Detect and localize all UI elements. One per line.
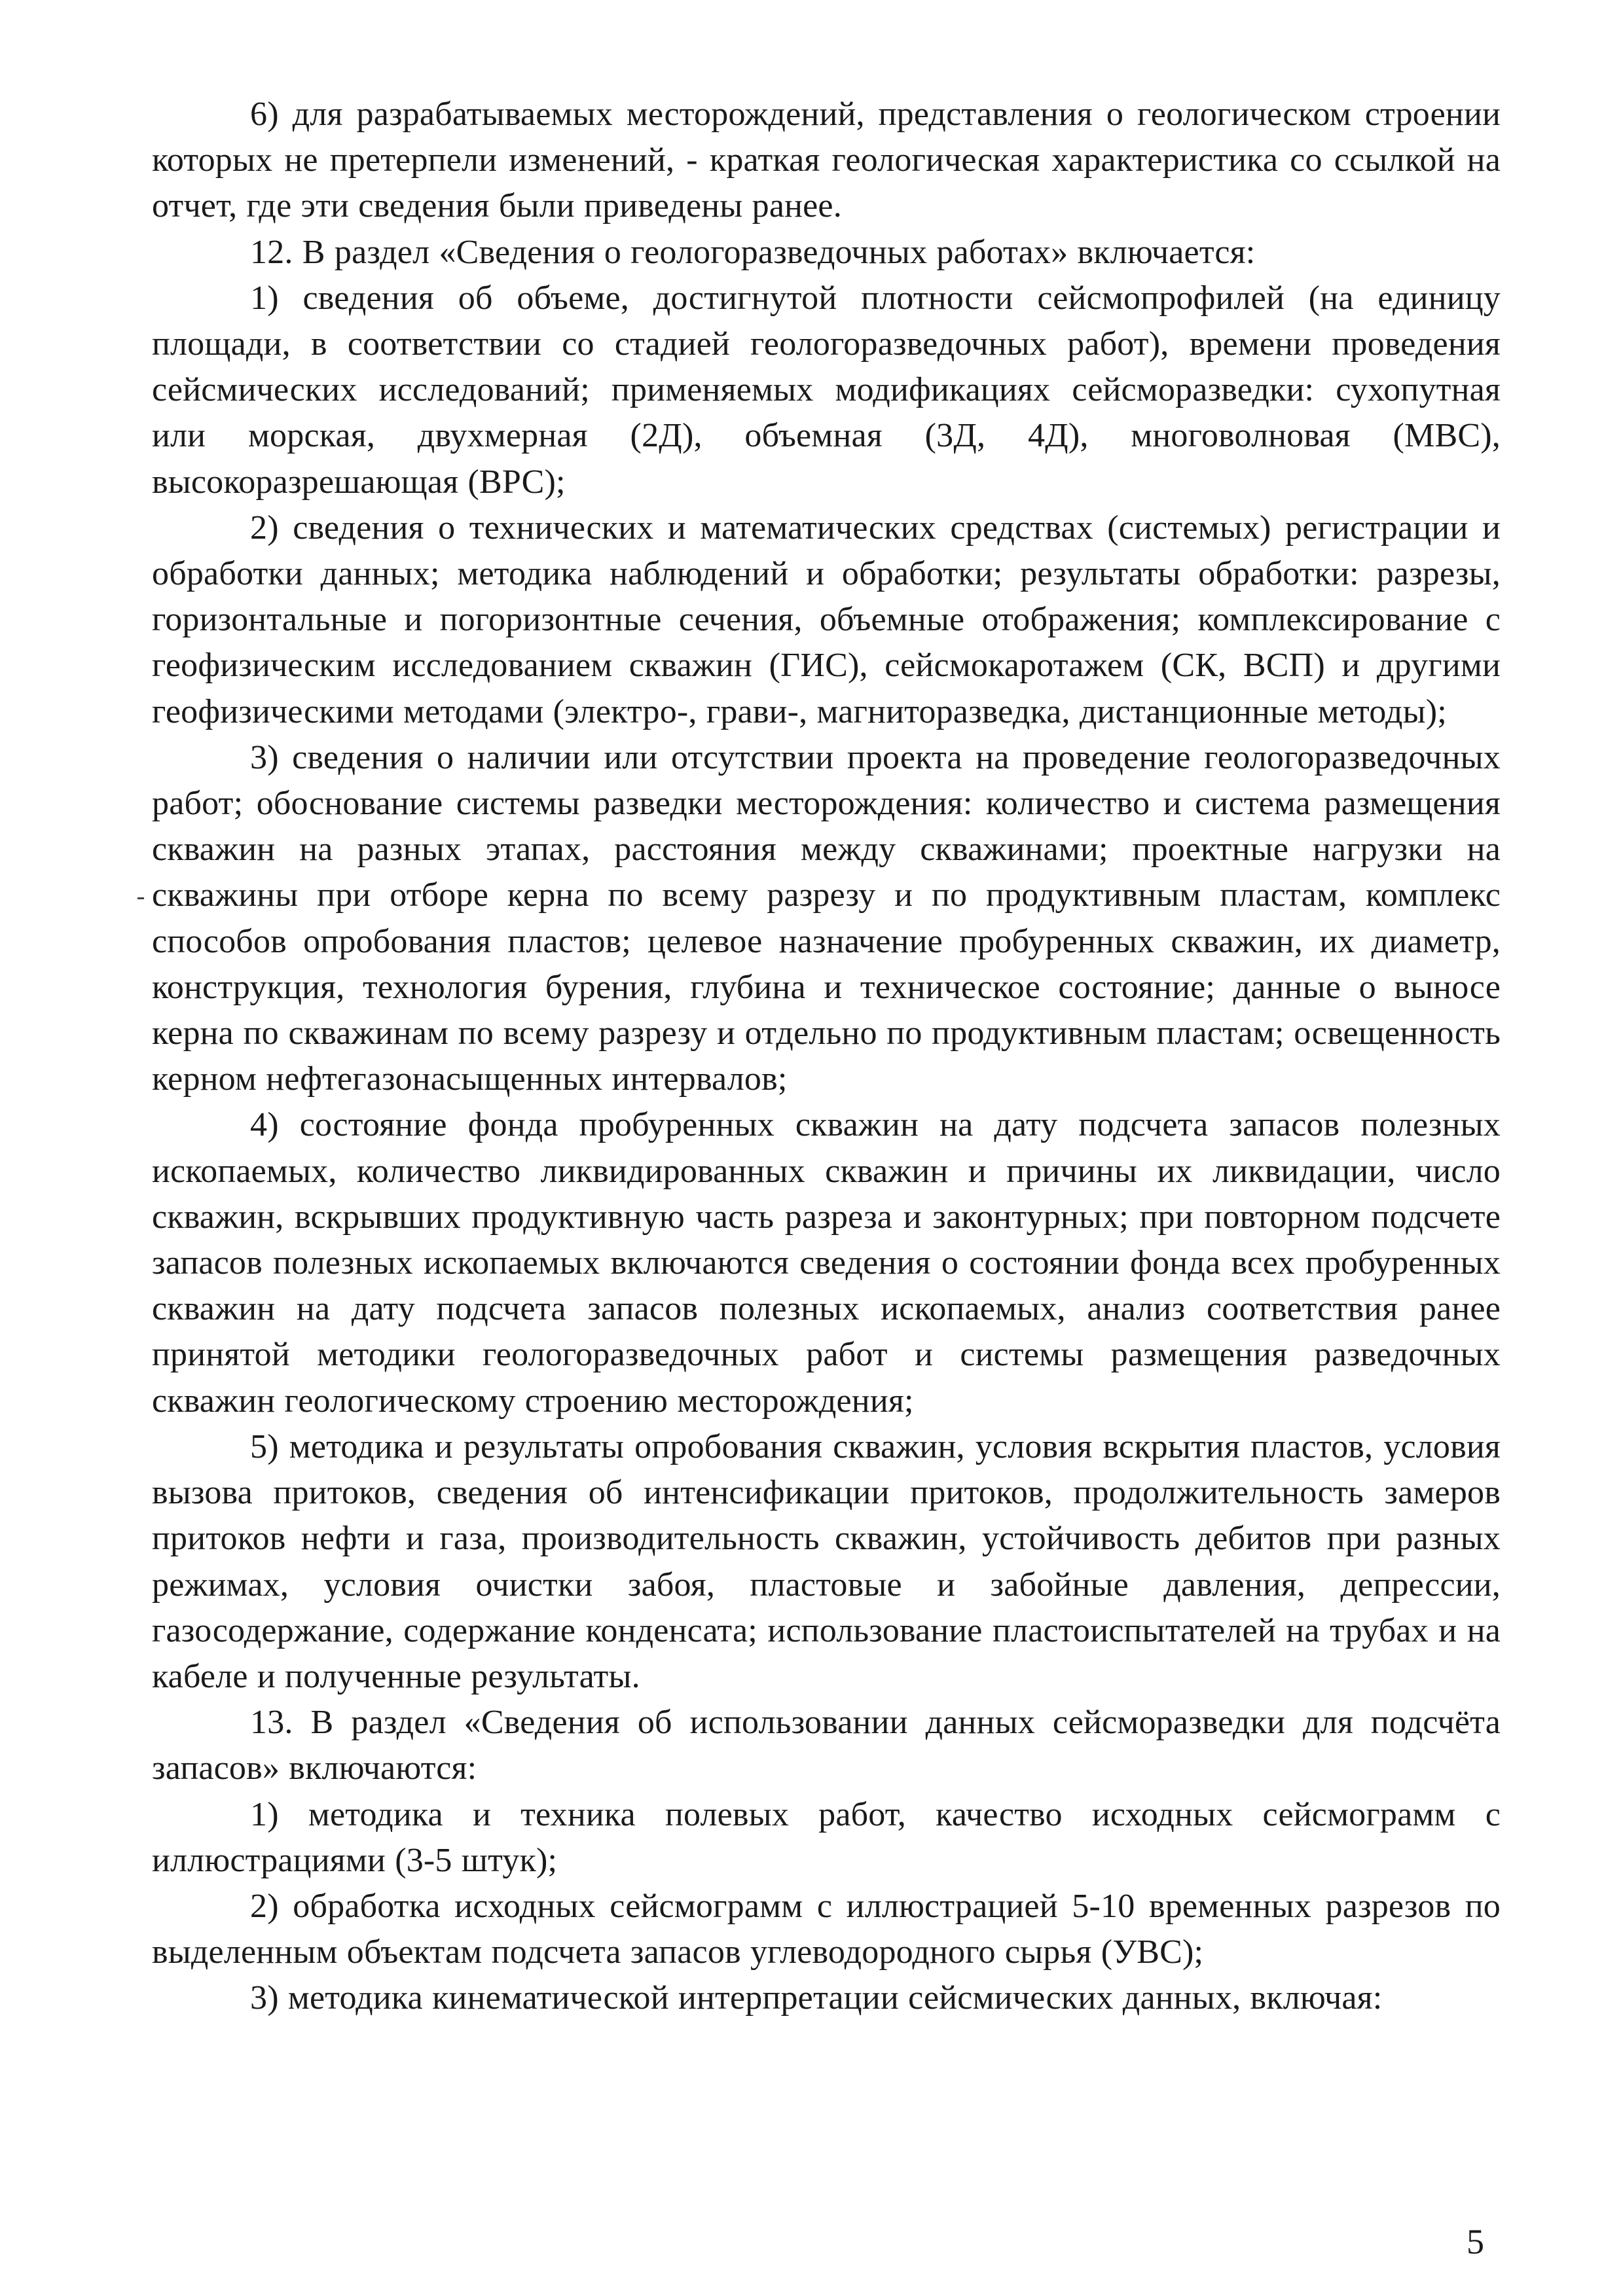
paragraph-12-item-1: 1) сведения об объеме, достигнутой плотности сейсмопрофилей (на единицу площади, в соответствии со стадией геологоразведочных работ), времени проведения сейсмических исследований; применяемых модификациях сейсморазведки: сухопутная или морская, двухмерная (2Д), объемная (3Д, 4Д), многоволновая (МВС), высокоразрешающая (ВРС); [152,279,1501,501]
paragraph-13-item-3: 3) методика кинематической интерпретации сейсмических данных, включая: [250,1979,1383,2017]
page-number: 5 [1467,2222,1484,2261]
paragraph-section-12-heading: 12. В раздел «Сведения о геологоразведочных работах» включается: [250,233,1256,271]
paragraph-12-item-4: 4) состояние фонда пробуренных скважин на дату подсчета запасов полезных ископаемых, количество ликвидированных скважин и причины их ликвидации, число скважин, вскрывших продуктивную часть разреза и законтурных; при повторном подсчете запасов полезных ископаемых включаются сведения о состоянии фонда всех пробуренных скважин на дату подсчета запасов полезных ископаемых, анализ соответствия ранее принятой методики геологоразведочных работ и системы размещения разведочных скважин геологическому строению месторождения; [152,1106,1501,1420]
paragraph-12-item-5: 5) методика и результаты опробования скважин, условия вскрытия пластов, условия вызова притоков, сведения об интенсификации притоков, продолжительность замеров притоков нефти и газа, производительность скважин, устойчивость дебитов при разных режимах, условия очистки забоя, пластовые и забойные давления, депрессии, газосодержание, содержание конденсата; использование пластоиспытателей на трубах и на кабеле и полученные результаты. [152,1427,1501,1695]
paragraph-13-item-1: 1) методика и техника полевых работ, качество исходных сейсмограмм с иллюстрациями (3-5 штук); [152,1795,1501,1879]
scan-artifact-mark [137,897,144,899]
document-body [152,92,1501,2022]
paragraph-13-item-2: 2) обработка исходных сейсмограмм с иллюстрацией 5-10 временных разрезов по выделенным объектам подсчета запасов углеводородного сырья (УВС); [152,1887,1501,1971]
paragraph-12-item-3: 3) сведения о наличии или отсутствии проекта на проведение геологоразведочных работ; обоснование системы разведки месторождения: количество и система размещения скважин на разных этапах, расстояния между скважинами; проектные нагрузки на скважины при отборе керна по всему разрезу и по продуктивным пластам, комплекс способов опробования пластов; целевое назначение пробуренных скважин, их диаметр, конструкция, технология бурения, глубина и техническое состояние; данные о выносе керна по скважинам по всему разрезу и отдельно по продуктивным пластам; освещенность керном нефтегазонасыщенных интервалов; [152,738,1501,1098]
paragraph-12-item-2: 2) сведения о технических и математических средствах (системых) регистрации и обработки данных; методика наблюдений и обработки; результаты обработки: разрезы, горизонтальные и погоризонтные сечения, объемные отображения; комплексирование с геофизическим исследованием скважин (ГИС), сейсмокаротажем (СК, ВСП) и другими геофизическими методами (электро-, грави-, магниторазведка, дистанционные методы); [152,509,1501,730]
paragraph-item-6-developed-fields: 6) для разрабатываемых месторождений, представления о геологическом строении которых не претерпели изменений, - краткая геологическая характеристика со ссылкой на отчет, где эти сведения были приведены ранее. [152,96,1501,225]
paragraph-section-13-heading: 13. В раздел «Сведения об использовании данных сейсморазведки для подсчёта запасов» включаются: [152,1704,1501,1787]
